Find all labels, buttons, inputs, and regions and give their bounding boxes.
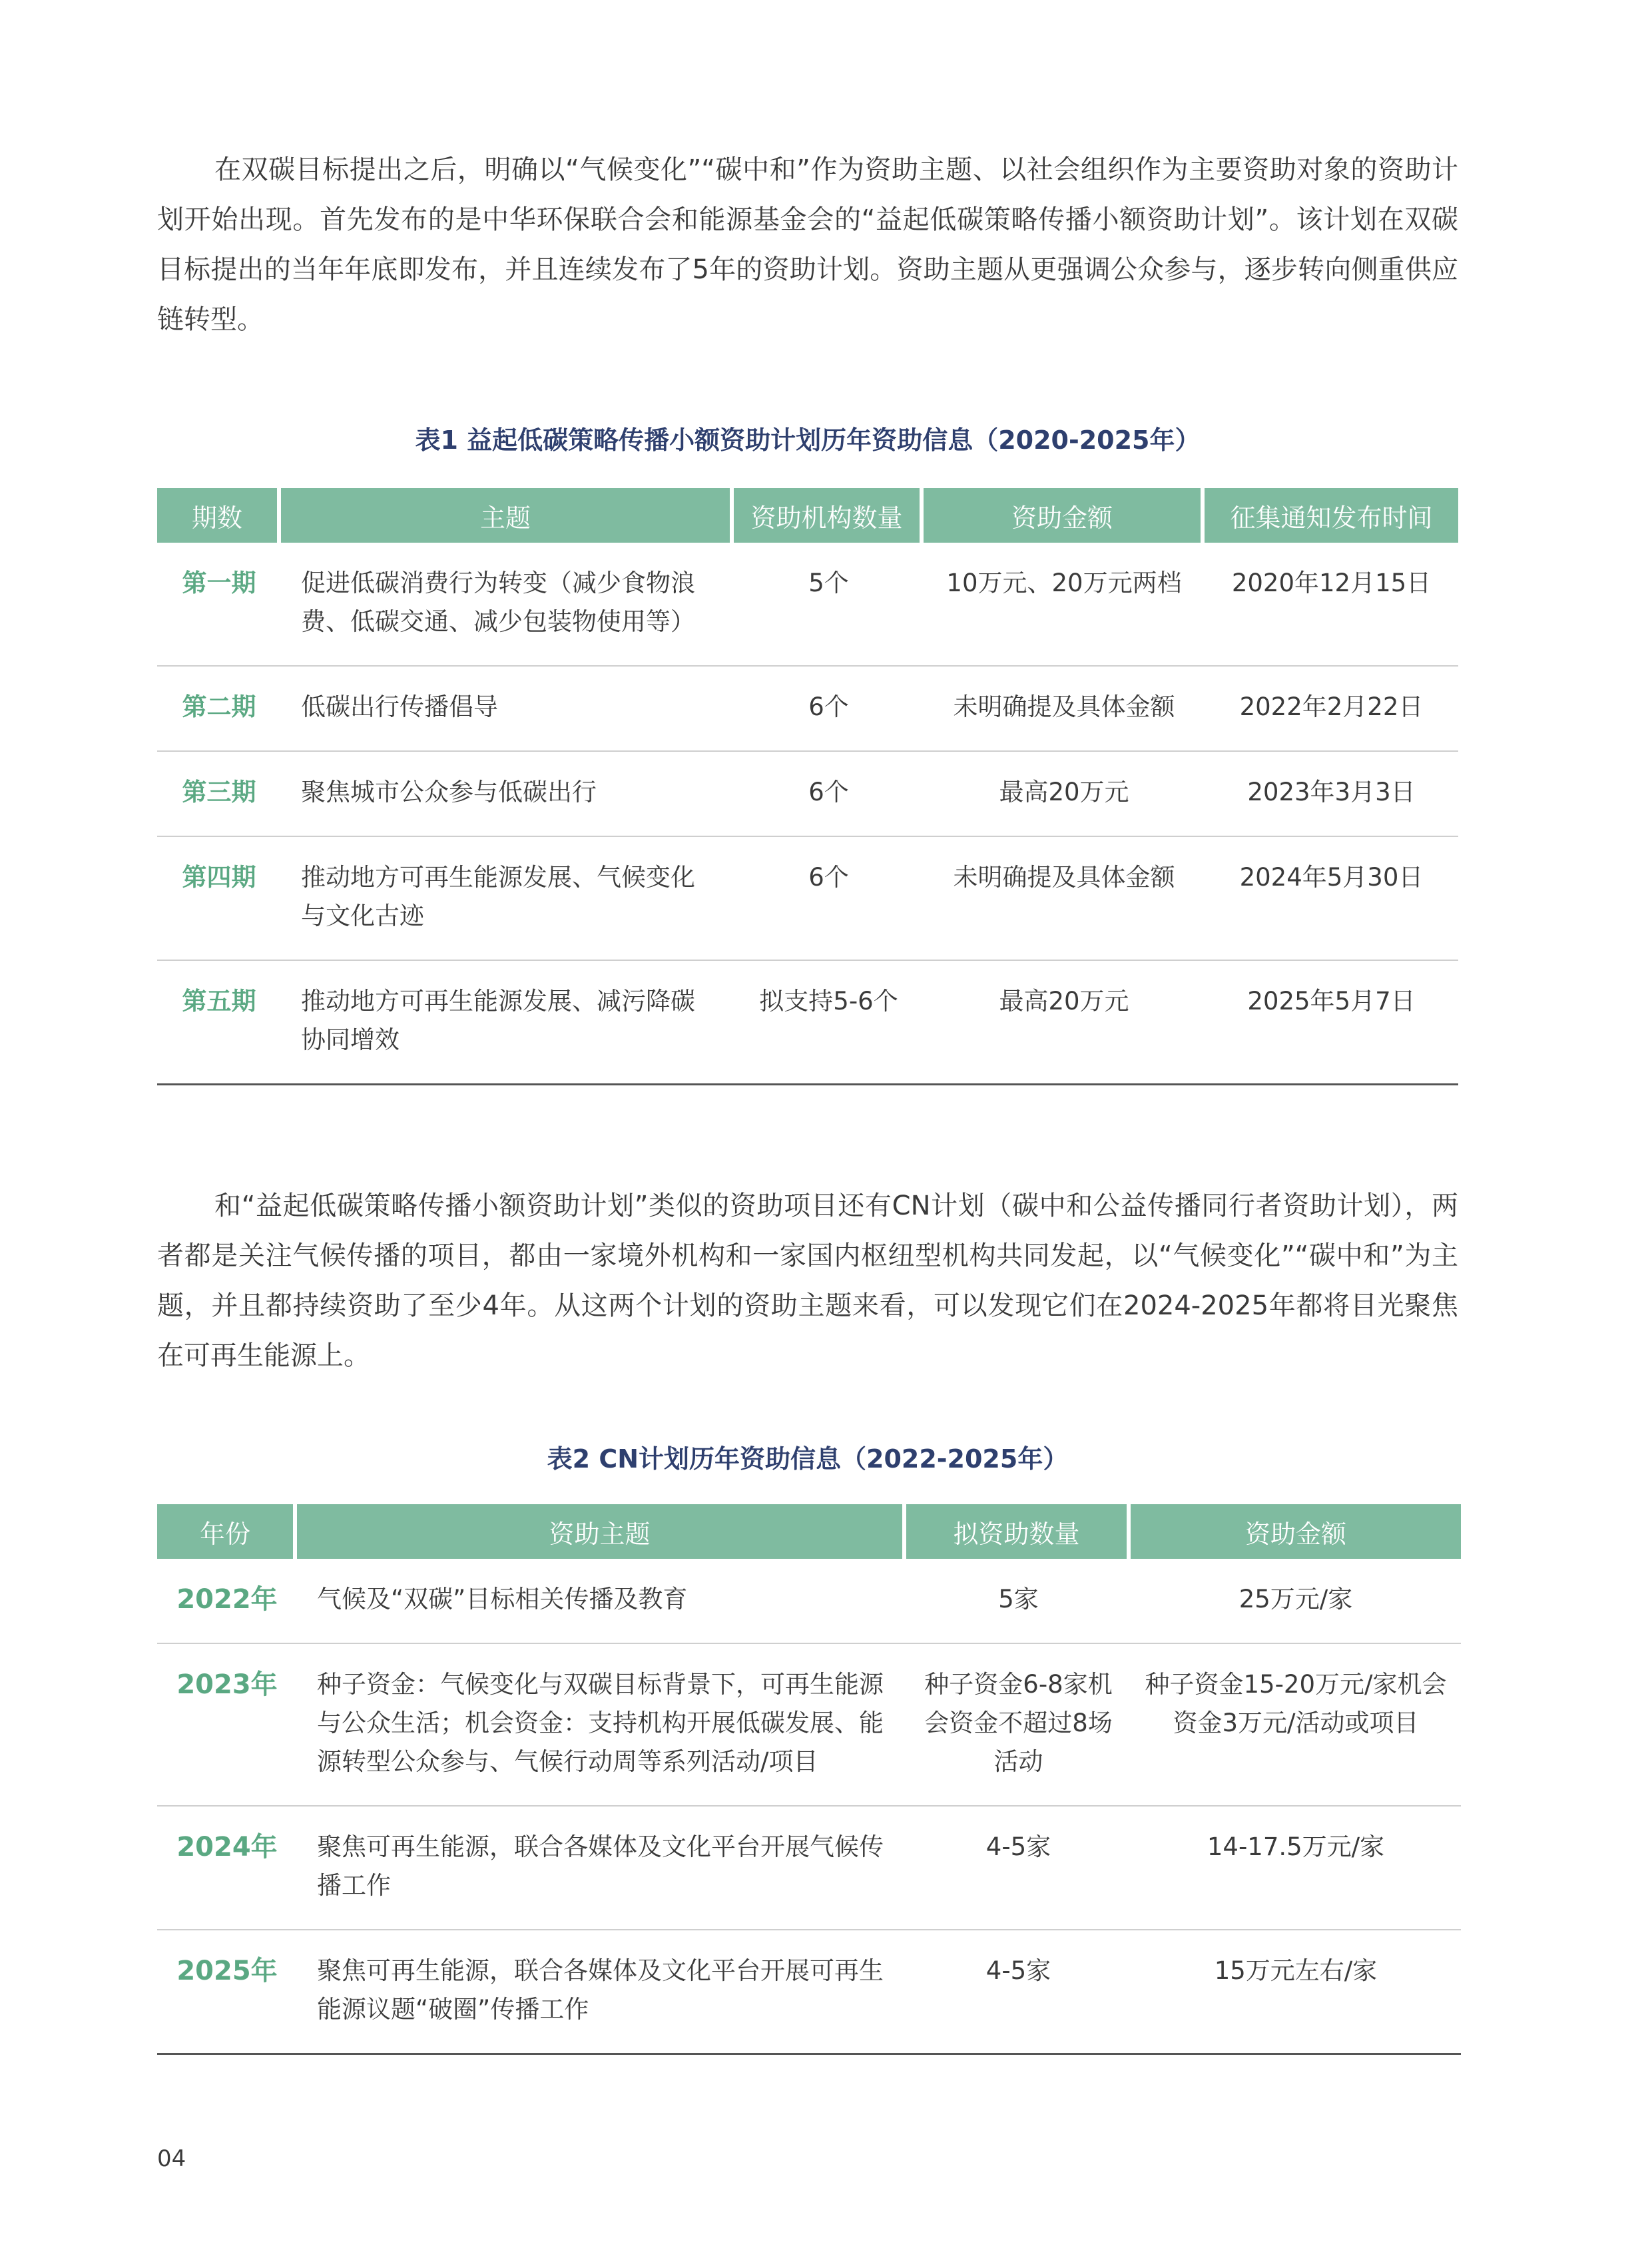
date-cell: 2024年5月30日 <box>1205 837 1458 961</box>
period-cell: 第三期 <box>157 752 281 837</box>
date-cell: 2025年5月7日 <box>1205 961 1458 1085</box>
count-cell: 4-5家 <box>906 1807 1131 1930</box>
period-cell: 第一期 <box>157 543 281 667</box>
table1-header-date: 征集通知发布时间 <box>1205 488 1458 543</box>
count-cell: 拟支持5-6个 <box>734 961 924 1085</box>
table1-header-period: 期数 <box>157 488 281 543</box>
topic-cell: 促进低碳消费行为转变（减少食物浪费、低碳交通、减少包装物使用等） <box>281 543 734 667</box>
amount-cell: 25万元/家 <box>1131 1559 1461 1644</box>
amount-cell: 15万元左右/家 <box>1131 1930 1461 2055</box>
year-cell: 2023年 <box>157 1644 297 1807</box>
count-cell: 6个 <box>734 837 924 961</box>
topic-cell: 聚焦可再生能源，联合各媒体及文化平台开展可再生能源议题“破圈”传播工作 <box>297 1930 906 2055</box>
topic-cell: 种子资金：气候变化与双碳目标背景下，可再生能源与公众生活；机会资金：支持机构开展低碳发展、能源转型公众参与、气候行动周等系列活动/项目 <box>297 1644 906 1807</box>
year-cell: 2022年 <box>157 1559 297 1644</box>
date-cell: 2022年2月22日 <box>1205 667 1458 752</box>
count-cell: 5家 <box>906 1559 1131 1644</box>
table-row <box>157 1807 1461 1930</box>
count-cell: 4-5家 <box>906 1930 1131 2055</box>
topic-cell: 聚焦城市公众参与低碳出行 <box>281 752 734 837</box>
table-row <box>157 667 1458 752</box>
table2-header-amount: 资助金额 <box>1131 1504 1461 1559</box>
table-row <box>157 961 1458 1085</box>
count-cell: 6个 <box>734 667 924 752</box>
period-cell: 第五期 <box>157 961 281 1085</box>
amount-cell: 种子资金15-20万元/家机会资金3万元/活动或项目 <box>1131 1644 1461 1807</box>
table2-title: 表2 CN计划历年资助信息（2022-2025年） <box>547 1444 1069 1474</box>
year-cell: 2024年 <box>157 1807 297 1930</box>
table2-header-year: 年份 <box>157 1504 297 1559</box>
table1-header-row <box>157 488 1458 543</box>
amount-cell: 最高20万元 <box>924 752 1205 837</box>
table-row <box>157 1930 1461 2055</box>
count-cell: 6个 <box>734 752 924 837</box>
topic-cell: 聚焦可再生能源，联合各媒体及文化平台开展气候传播工作 <box>297 1807 906 1930</box>
table2 <box>157 1504 1461 2055</box>
table2-header-count: 拟资助数量 <box>906 1504 1131 1559</box>
count-cell: 种子资金6-8家机会资金不超过8场活动 <box>906 1644 1131 1807</box>
amount-cell: 最高20万元 <box>924 961 1205 1085</box>
period-cell: 第四期 <box>157 837 281 961</box>
amount-cell: 14-17.5万元/家 <box>1131 1807 1461 1930</box>
period-cell: 第二期 <box>157 667 281 752</box>
table1-header-topic: 主题 <box>281 488 734 543</box>
topic-cell: 推动地方可再生能源发展、气候变化与文化古迹 <box>281 837 734 961</box>
amount-cell: 10万元、20万元两档 <box>924 543 1205 667</box>
table-row <box>157 752 1458 837</box>
count-cell: 5个 <box>734 543 924 667</box>
intro-paragraph: 在双碳目标提出之后，明确以“气候变化”“碳中和”作为资助主题、以社会组织作为主要资助对象的资助计划开始出现。首先发布的是中华环保联合会和能源基金会的“益起低碳策略传播小额资助计划”。该计划在双碳目标提出的当年年底即发布，并且连续发布了5年的资助计划。资助主题从更强调公众参与，逐步转向侧重供应链转型。 <box>157 154 1458 335</box>
date-cell: 2023年3月3日 <box>1205 752 1458 837</box>
table1 <box>157 488 1458 1085</box>
amount-cell: 未明确提及具体金额 <box>924 837 1205 961</box>
topic-cell: 气候及“双碳”目标相关传播及教育 <box>297 1559 906 1644</box>
table-row <box>157 1644 1461 1807</box>
amount-cell: 未明确提及具体金额 <box>924 667 1205 752</box>
table1-header-count: 资助机构数量 <box>734 488 924 543</box>
year-cell: 2025年 <box>157 1930 297 2055</box>
body-paragraph: 和“益起低碳策略传播小额资助计划”类似的资助项目还有CN计划（碳中和公益传播同行者资助计划），两者都是关注气候传播的项目，都由一家境外机构和一家国内枢纽型机构共同发起，以“气候变化”“碳中和”为主题，并且都持续资助了至少4年。从这两个计划的资助主题来看，可以发现它们在2024-2025年都将目光聚焦在可再生能源上。 <box>157 1191 1458 1371</box>
table2-header-topic: 资助主题 <box>297 1504 906 1559</box>
topic-cell: 推动地方可再生能源发展、减污降碳协同增效 <box>281 961 734 1085</box>
table-row <box>157 543 1458 667</box>
table-row <box>157 837 1458 961</box>
table1-header-amount: 资助金额 <box>924 488 1205 543</box>
table1-title: 表1 益起低碳策略传播小额资助计划历年资助信息（2020-2025年） <box>415 425 1201 455</box>
table-row <box>157 1559 1461 1644</box>
date-cell: 2020年12月15日 <box>1205 543 1458 667</box>
topic-cell: 低碳出行传播倡导 <box>281 667 734 752</box>
table2-header-row <box>157 1504 1461 1559</box>
page-number: 04 <box>157 2145 186 2172</box>
